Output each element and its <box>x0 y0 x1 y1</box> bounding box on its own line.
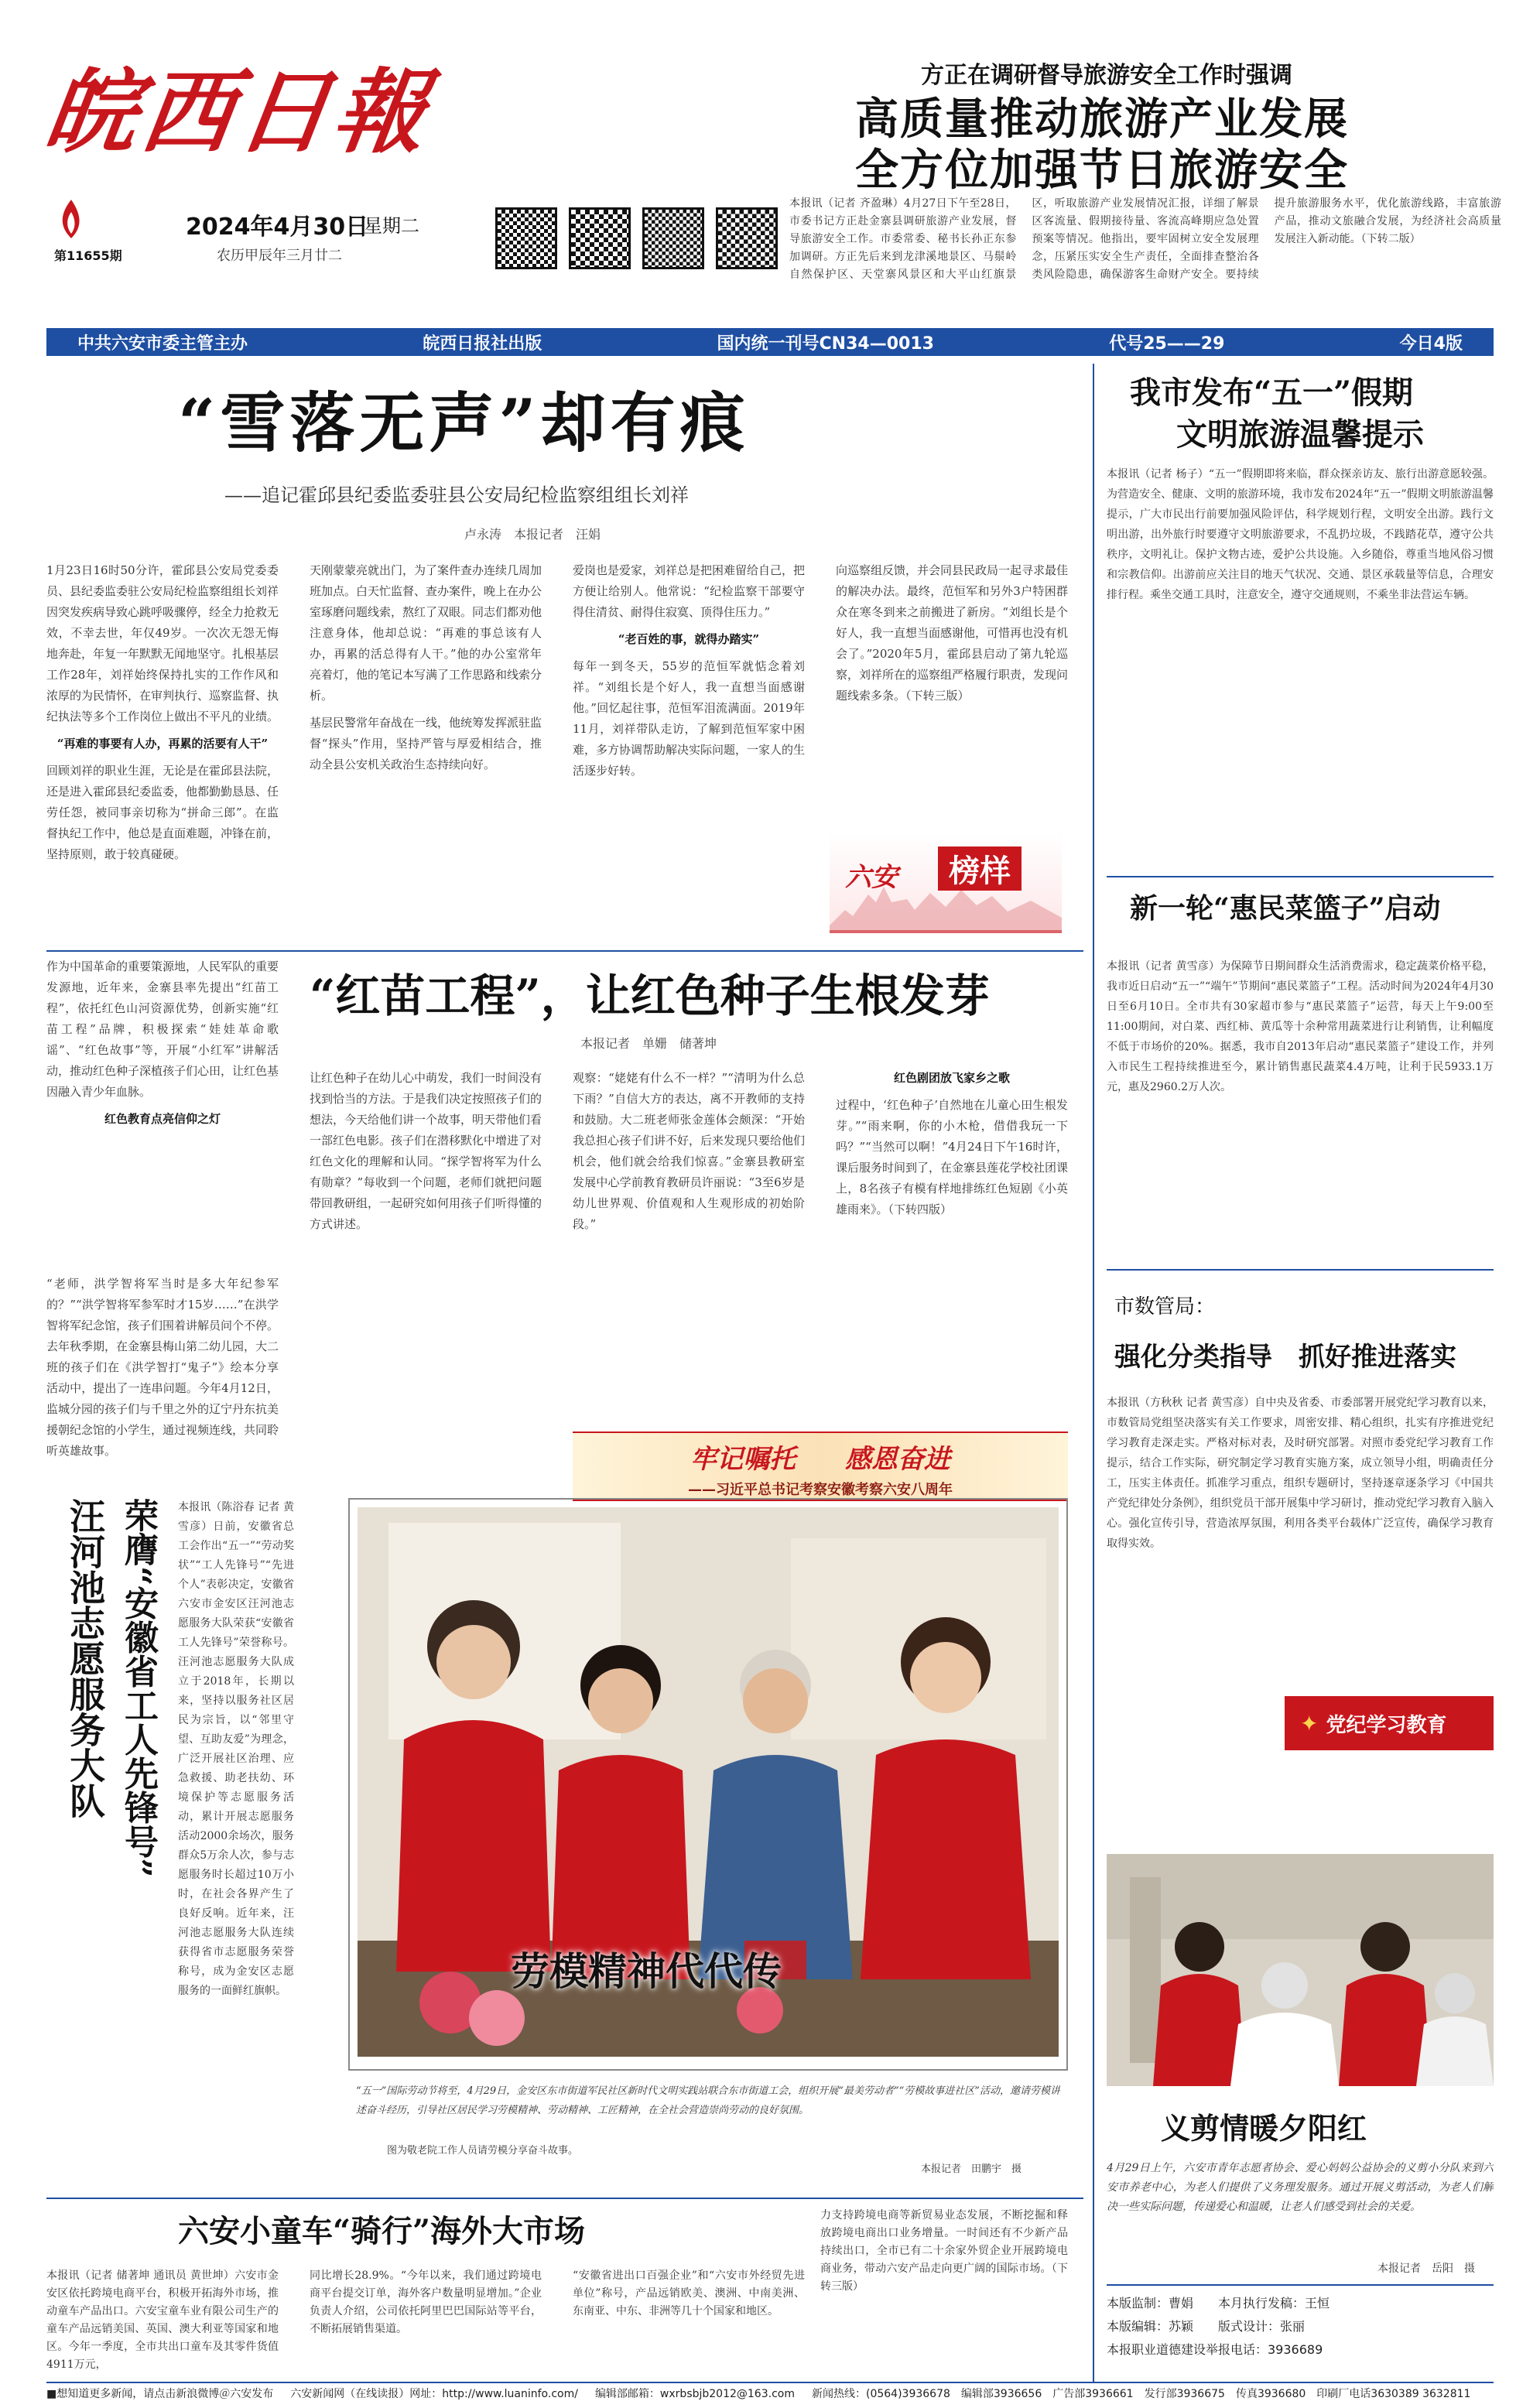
tourism-body: 本报讯（记者 杨子）“五一”假期即将来临，群众探亲访友、旅行出游意愿较强。为营造安全、健康、文明的旅游环境，我市发布2024年“五一”假期文明旅游温馨提示，广大市民出行前要加强风险评估，科学规划行程，文明安全出游。践行文明出游，出外旅行时要遵守文明旅游要求，不乱扔垃圾，不践踏花草，遵守公共秩序，文明礼让。保护文物古迹，爱护公共设施。入乡随俗，尊重当地风俗习惯和宗教信仰。出游前应关注目的地天气状况、交通、景区承载量等信息，合理安排行程。乘坐交通工具时，注意安全，遵守交通规则，不乘坐非法营运车辆。 <box>1107 468 1494 601</box>
hongmiao-byline: 本报记者 单姗 储著坤 <box>580 1036 717 1051</box>
top-story-title-1: 高质量推动旅游产业发展 <box>855 94 1349 145</box>
editors-line-2: 本版编辑：苏颖 版式设计：张丽 <box>1107 2319 1306 2334</box>
hongmiao-para-4: 观察：“姥姥有什么不一样？”“清明为什么总下雨？”自信大方的表达，离不开教师的支持和鼓励。大二班老师张金莲体会颇深：“开始我总担心孩子们讲不好，后来发现只要给他们机会，他们就会给我们惊喜。”金寨县教研室发展中心学前教育教研员许丽说：“3至6岁是幼儿世界观、价值观和人生观形成的初始阶段。” <box>573 1071 805 1231</box>
footer-phones: 新闻热线：(0564)3936678 编辑部3936656 广告部3936661 发行部3936675 传真3936680 印刷厂电话3630389 3632811 <box>811 2388 1471 2400</box>
hongmiao-para-2: “老师，洪学智将军当时是多大年纪参军的？”“洪学智将军参军时才15岁……”在洪学智将军纪念馆，孩子们围着讲解员问个不停。去年秋季期，在金寨县梅山第二幼儿园，大二班的孩子们在《洪学智打“鬼子”》绘本分享活动中，提出了一连串问题。今年4月12日，监城分园的孩子们与千里之外的辽宁丹东抗美援朝纪念馆的小学生，通过视频连线，共同聆听英雄故事。 <box>46 1277 279 1458</box>
masthead-title: 皖西日報 <box>39 58 438 166</box>
divider-inspection <box>1107 1269 1494 1271</box>
mission-title-row <box>573 1438 1068 1476</box>
hongmiao-col-4 <box>836 1068 1068 1424</box>
snow-para-4: 基层民警常年奋战在一线，他统筹发挥派驻监督“探头”作用，坚持严管与厚爱相结合，推动全县公安机关政治生态持续向好。 <box>310 716 542 771</box>
heroes-title-text: 汪河池志愿服务大队 <box>64 1498 106 1818</box>
heroes-body: 本报讯（陈浴春 记者 黄雪彦）日前，安徽省总工会作出“五一”“劳动奖状”“工人先锋号”“先进个人”表彰决定，安徽省六安市金安区汪河池志愿服务大队荣获“安徽省工人先锋号”荣誉称号。汪河池志愿服务大队成立于2018年，长期以来，坚持以服务社区居民为宗旨，以“邻里守望、互助友爱”为理念，广泛开展社区治理、应急救援、助老扶幼、环境保护等志愿服务活动，累计开展志愿服务活动2000余场次，服务群众5万余人次，参与志愿服务时长超过10万小时，在社会各界产生了良好反响。近年来，汪河池志愿服务大队连续获得省市志愿服务荣誉称号，成为金安区志愿服务的一面鲜红旗帜。 <box>178 1501 294 1997</box>
inspection-body: 本报讯（方秋秋 记者 黄雪彦）自中央及省委、市委部署开展党纪学习教育以来，市数管局党组坚决落实有关工作要求，周密安排、精心组织，扎实有序推进党纪学习教育走深走实。严格对标对表，及时研究部署。对照市委党纪学习教育工作提示，结合工作实际，研究制定学习教育实施方案，成立领导小组，明确责任分工，压实主体责任。抓准学习重点，组织专题研讨，坚持逐章逐条学习《中国共产党纪律处分条例》，组织党员干部开展集中学习研讨，推动党纪学习教育入脑入心。强化宣传引导，营造浓厚氛围，利用各类平台载体广泛宣传，确保学习教育取得实效。 <box>1107 1397 1494 1550</box>
masthead-logo <box>39 54 438 170</box>
basket-title: 新一轮“惠民菜篮子”启动 <box>1130 892 1441 925</box>
snow-col-3 <box>573 560 805 939</box>
heroes-subtitle <box>116 1498 159 1931</box>
trade-col-2: 同比增长28.9%。“今年以来，我们通过跨境电商平台提交订单，海外客户数量明显增加。”企业负责人介绍，公司依托阿里巴巴国际站等平台，不断拓展销售渠道。 <box>310 2269 542 2335</box>
issue-weekday: 星期二 <box>364 215 419 237</box>
top-story-kicker: 方正在调研督导旅游安全工作时强调 <box>921 62 1292 89</box>
divider-snow <box>46 950 1083 952</box>
snow-para-5: 爱岗也是爱家，刘祥总是把困难留给自己，把方便让给别人。他常说：“纪检监察干部要守得住清贫、耐得住寂寞、顶得住压力。” <box>573 563 805 619</box>
snow-col-4 <box>836 560 1068 831</box>
heroes-title <box>63 1498 107 1931</box>
mission-subtitle: ——习近平总书记考察安徽考察六安八周年 <box>688 1482 953 1498</box>
hongmiao-title: “红苗工程”，让红色种子生根发芽 <box>310 970 990 1022</box>
hongmiao-head-2: 红色剧团放飞家乡之歌 <box>893 1071 1010 1085</box>
snow-col-2 <box>310 560 542 939</box>
haircut-credit: 本报记者 岳阳 摄 <box>1377 2263 1475 2275</box>
mission-title-1: 牢记嘱托 <box>690 1444 796 1475</box>
info-publisher: 皖西日报社出版 <box>423 333 542 354</box>
hongmiao-col-1 <box>46 1274 279 1514</box>
hongmiao-para-3: 让红色种子在幼儿心中萌发，我们一时间没有找到恰当的方法。于是我们决定按照孩子们的想法，今天给他们讲一个故事，明天带他们看一部红色电影。孩子们在潜移默化中增进了对红色文化的理解和认同。“探学智将军为什么有勋章？”每收到一个问题，老师们就把问题带回教研组，一起研究如何用孩子们听得懂的方式讲述。 <box>310 1071 542 1231</box>
info-sponsor: 中共六安市委主管主办 <box>77 333 248 354</box>
right-col-divider <box>1093 364 1094 2383</box>
haircut-body: 4月29日上午，六安市青年志愿者协会、爱心妈妈公益协会的义剪小分队来到六安市养老中心，为老人们提供了义务理发服务。通过开展义剪活动，为老人们解决一些实际问题，传递爱心和温暖，让老人们感受到社会的关爱。 <box>1107 2162 1494 2213</box>
role-model-banner <box>830 833 1062 933</box>
qr-code-3 <box>642 207 704 269</box>
trade-col-3: “安徽省进出口百强企业”和“六安市外经贸先进单位”称号，产品远销欧美、澳洲、中南美洲、东南亚、中东、非洲等几十个国家和地区。 <box>573 2269 805 2317</box>
inspection-kicker: 市数管局： <box>1114 1295 1216 1319</box>
photo-story-headline: 劳模精神代代传 <box>511 1948 782 1994</box>
snow-subtitle: ——追记霍邱县纪委监委驻县公安局纪检监察组组长刘祥 <box>224 484 689 506</box>
info-pages: 今日4版 <box>1399 333 1463 354</box>
trade-col-1: 本报讯（记者 储著坤 通讯员 黄世坤）六安市金安区依托跨境电商平台，积极开拓海外市场，推动童车产品出口。六安宝童车业有限公司生产的童车产品远销美国、英国、澳大利亚等国家和地区。今年一季度，全市共出口童车及其零件货值4911万元， <box>46 2269 279 2371</box>
top-story-title-2: 全方位加强节日旅游安全 <box>855 145 1349 196</box>
snow-byline: 卢永涛 本报记者 汪娟 <box>464 527 601 542</box>
hongmiao-head-1: 红色教育点亮信仰之灯 <box>104 1112 221 1126</box>
snow-para-1: 1月23日16时50分许，霍邱县公安局党委委员、县纪委监委驻公安局纪检监察组组长刘祥因突发疾病导致心跳呼吸骤停，经全力抢救无效，不幸去世，年仅49岁。一次次无怨无悔地奔赴，年复一年默默无闻地坚守。扎根基层工作28年，刘祥始终保持扎实的工作作风和浓厚的为民情怀，在审判执行、巡察监督、执纪执法等多个工作岗位上做出不平凡的业绩。 <box>46 563 279 723</box>
qr-code-4 <box>716 207 778 269</box>
editors-box <box>1107 2284 1494 2377</box>
footer-weibo: ■想知道更多新闻，请点击新浪微博＠六安发布 <box>46 2388 274 2400</box>
tourism-title-2: 文明旅游温馨提示 <box>1176 416 1424 453</box>
haircut-photo <box>1107 1854 1494 2086</box>
hongmiao-intro <box>46 956 279 1266</box>
snow-para-7: 向巡察组反馈，并会同县民政局一起寻求最佳的解决办法。最终，范恒军和另外3户特困群众在寒冬到来之前搬进了新房。“刘组长是个好人，我一直想当面感谢他，可惜再也没有机会了。”2020年5月，霍邱县启动了第九轮巡察，刘祥所在的巡察组严格履行职责，发现问题线索多条。（下转三版） <box>836 563 1068 703</box>
top-story-body: 本报讯（记者 齐盈琳）4月27日下午至28日，市委书记方正赴金寨县调研旅游产业发展，督导旅游安全工作。市委常委、秘书长孙正东参加调研。方正先后来到龙津溪地景区、马鬃岭自然保护区、天堂寨风景区和大平山红旗景区，听取旅游产业发展情况汇报，详细了解景区客流量、假期接待量、客流高峰期应急处置预案等情况。他指出，要牢固树立安全发展理念，压紧压实安全生产责任，全面排查整治各类风险隐患，确保游客生命财产安全。要持续提升旅游服务水平，优化旅游线路，丰富旅游产品，推动文旅融合发展，为经济社会高质量发展注入新动能。（下转二版） <box>789 197 1501 281</box>
tourism-title-1: 我市发布“五一”假期 <box>1130 375 1414 411</box>
footer-email[interactable]: 编辑部邮箱：wxrbsbjb2012@163.com <box>594 2388 795 2400</box>
editors-line-3: 本报职业道德建设举报电话：3936689 <box>1107 2342 1323 2357</box>
role-model-city: 六安 <box>845 862 898 893</box>
lunar-date: 农历甲辰年三月廿二 <box>217 248 342 264</box>
hongmiao-col-3 <box>573 1068 805 1424</box>
info-cn: 国内统一刊号CN34—0013 <box>717 333 934 354</box>
masthead-flame-icon <box>54 198 88 240</box>
basket-body: 本报讯（记者 黄雪彦）为保障节日期间群众生活消费需求，稳定蔬菜价格平稳，我市近日启动“五一”“端午”节期间“惠民菜篮子”工程。活动时间为2024年4月30日至6月10日。全市共有30家超市参与“惠民菜篮子”运营，每天上午9:00至11:00期间，对白菜、西红柿、黄瓜等十余种常用蔬菜进行让利销售，让利幅度不低于市场价的20%。据悉，我市自2013年启动“惠民菜篮子”建设工作，并列入市民生工程持续推进至今，累计销售惠民蔬菜4.4万吨，让利于民5933.1万元，惠及2960.2万人次。 <box>1107 960 1494 1093</box>
party-flag-icon: ✦ <box>1300 1710 1319 1736</box>
haircut-illustration <box>1107 1854 1494 2086</box>
info-code: 代号25——29 <box>1109 333 1225 354</box>
heroes-subtitle-text: 荣膺“安徽省工人先锋号” <box>118 1498 158 1878</box>
editors-line-1: 本版监制：曹娟 本月执行发稿：王恒 <box>1107 2296 1330 2311</box>
divider-trade <box>46 2198 1083 2199</box>
mission-banner <box>573 1431 1068 1501</box>
snow-title: “雪落无声”却有痕 <box>178 385 750 461</box>
trade-col-4: 力支持跨境电商等新贸易业态发展，不断挖掘和释放跨境电商出口业务增量。一时间还有不少新产品持续出口，全市已有二十余家外贸企业开展跨境电商业务，带动六安产品走向更广阔的国际市场。（下转三版） <box>820 2209 1068 2293</box>
issue-date: 2024年4月30日 <box>186 214 369 241</box>
snow-head-2: “老百姓的事，就得办踏实” <box>618 632 760 646</box>
trade-title: 六安小童车“骑行”海外大市场 <box>178 2213 586 2249</box>
edu-tag-label: 党纪学习教育 <box>1326 1713 1447 1737</box>
snow-para-6: 每年一到冬天，55岁的范恒军就惦念着刘祥。“刘组长是个好人，我一直想当面感谢他。”回忆起往事，范恒军泪流满面。2019年11月，刘祥带队走访，了解到范恒军家中困难，多方协调帮助解决实际问题，一家人的生活逐步好转。 <box>573 659 805 778</box>
snow-para-3: 天刚蒙蒙亮就出门，为了案件查办连续几周加班加点。白天忙监督、查办案件，晚上在办公室琢磨问题线索，熬红了双眼。同志们都劝他注意身体，他却总说：“再难的事总该有人办，再累的活总得有人干。”他的办公室常年亮着灯，他的笔记本写满了工作思路和线索分析。 <box>310 563 542 703</box>
role-model-label: 榜样 <box>938 847 1022 891</box>
hongmiao-para-1: 作为中国革命的重要策源地，人民军队的重要发源地，近年来，金寨县率先提出“红苗工程”，依托红色山河资源优势，创新实施“红苗工程”品牌，积极探索“娃娃革命歌谣”、“红色故事”等，开展“小红军”讲解活动，推动红色种子深植孩子们心田，让红色基因融入青少年血脉。 <box>46 959 279 1099</box>
mission-title-2: 感恩奋进 <box>844 1444 950 1475</box>
photo-story-note: 图为敬老院工作人员请劳模分享奋斗故事。 <box>387 2145 579 2157</box>
hongmiao-para-5: 过程中，‘红色种子’自然地在儿童心田生根发芽。”“雨来啊，你的小木枪，借借我玩一下吗？”“当然可以啊！”4月24日下午16时许，课后服务时间到了，在金寨县莲花学校社团课上，8名孩子有模有样地排练红色短剧《小英雄雨来》。（下转四版） <box>836 1098 1068 1216</box>
photo-story-credit: 本报记者 田鹏宇 摄 <box>921 2163 1022 2175</box>
snow-para-2: 回顾刘祥的职业生涯，无论是在霍邱县法院，还是进入霍邱县纪委监委，他都勤勤恳恳、任劳任怨，被同事亲切称为“拼命三郎”。在监督执纪工作中，他总是直面难题，冲锋在前，坚持原则，敢于较真碰硬。 <box>46 764 279 861</box>
edu-tag <box>1285 1696 1494 1750</box>
inspection-title: 强化分类指导 抓好推进落实 <box>1114 1342 1456 1373</box>
haircut-title: 义剪情暖夕阳红 <box>1161 2111 1367 2146</box>
qr-code-2 <box>569 207 631 269</box>
qr-code-1 <box>495 207 557 269</box>
issue-number: 第11655期 <box>54 248 122 263</box>
snow-head-1: “再难的事要有人办，再累的活要有人干” <box>56 737 269 751</box>
footer <box>46 2382 1494 2403</box>
photo-story-caption: “五一”国际劳动节将至，4月29日，金安区东市街道军民社区新时代文明实践站联合东市街道工会，组织开展“最美劳动者”“劳模故事进社区”活动，邀请劳模讲述奋斗经历，引导社区居民学习劳模精神、劳动精神、工匠精神，在全社会营造崇尚劳动的良好氛围。 <box>356 2085 1060 2116</box>
snow-col-1 <box>46 560 279 939</box>
info-bar <box>46 328 1494 356</box>
divider-basket <box>1107 876 1494 877</box>
hongmiao-col-2 <box>310 1068 542 1455</box>
footer-site[interactable]: 六安新闻网（在线读报）网址：http://www.luaninfo.com/ <box>290 2388 578 2400</box>
